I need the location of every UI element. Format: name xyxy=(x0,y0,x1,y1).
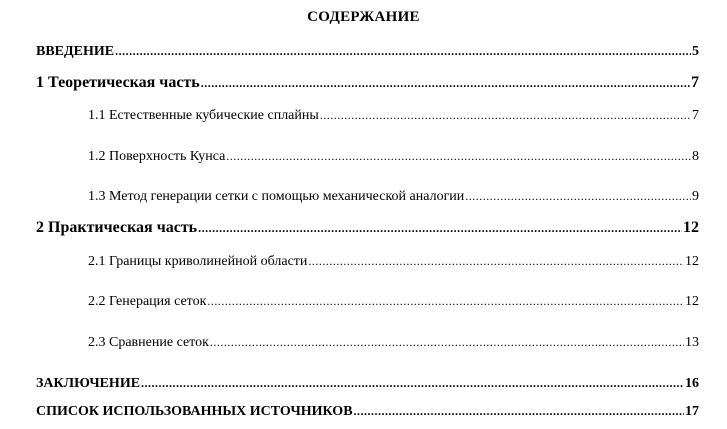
toc-entry-page: 5 xyxy=(692,44,699,59)
toc-entry-references[interactable] xyxy=(36,400,699,422)
toc-entry-label: 2 Практическая часть xyxy=(36,219,198,236)
toc-entry-page: 12 xyxy=(683,219,699,236)
toc-entry-section-2-1[interactable] xyxy=(88,250,699,272)
toc-entry-page: 12 xyxy=(685,294,699,309)
toc-entry-label: СПИСОК ИСПОЛЬЗОВАННЫХ ИСТОЧНИКОВ xyxy=(36,404,353,419)
toc-entry-section-1-2[interactable] xyxy=(88,145,699,167)
toc-leader-dots xyxy=(320,104,691,126)
toc-entry-label: 1.1 Естественные кубические сплайны xyxy=(88,108,319,123)
toc-entry-label: 1 Теоретическая часть xyxy=(36,74,200,91)
toc-entry-label: 2.3 Сравнение сеток xyxy=(88,335,209,350)
toc-entry-page: 8 xyxy=(692,149,699,164)
toc-entry-page: 7 xyxy=(692,108,699,123)
toc-leader-dots xyxy=(210,331,684,353)
toc-entry-page: 13 xyxy=(685,335,699,350)
toc-leader-dots xyxy=(308,250,684,272)
toc-entry-section-2-2[interactable] xyxy=(88,290,699,312)
toc-leader-dots xyxy=(115,40,691,62)
toc-entry-page: 12 xyxy=(685,254,699,269)
toc-leader-dots xyxy=(201,72,690,94)
toc-entry-chapter-1[interactable] xyxy=(36,72,699,94)
toc-entry-section-1-3[interactable] xyxy=(88,185,699,207)
toc-entry-introduction[interactable] xyxy=(36,40,699,62)
toc-entry-label: ЗАКЛЮЧЕНИЕ xyxy=(36,376,141,391)
toc-entry-page: 7 xyxy=(691,74,699,91)
toc-heading: СОДЕРЖАНИЕ xyxy=(307,9,420,25)
toc-leader-dots xyxy=(226,145,691,167)
toc-entry-label: ВВЕДЕНИЕ xyxy=(36,44,115,59)
toc-entry-section-1-1[interactable] xyxy=(88,104,699,126)
toc-entry-label: 2.1 Границы криволинейной области xyxy=(88,254,308,269)
toc-entry-label: 1.2 Поверхность Кунса xyxy=(88,149,226,164)
toc-leader-dots xyxy=(207,290,684,312)
toc-entry-page: 17 xyxy=(685,404,699,419)
toc-entry-section-2-3[interactable] xyxy=(88,331,699,353)
toc-leader-dots xyxy=(354,400,684,422)
toc-leader-dots xyxy=(465,185,691,207)
toc-entry-chapter-2[interactable] xyxy=(36,217,699,239)
toc-entry-page: 16 xyxy=(685,376,699,391)
toc-leader-dots xyxy=(198,217,682,239)
toc-entry-conclusion[interactable] xyxy=(36,372,699,394)
toc-entry-label: 1.3 Метод генерации сетки с помощью механической аналогии xyxy=(88,189,465,204)
toc-leader-dots xyxy=(141,372,684,394)
toc-entry-label: 2.2 Генерация сеток xyxy=(88,294,207,309)
toc-entry-page: 9 xyxy=(692,189,699,204)
